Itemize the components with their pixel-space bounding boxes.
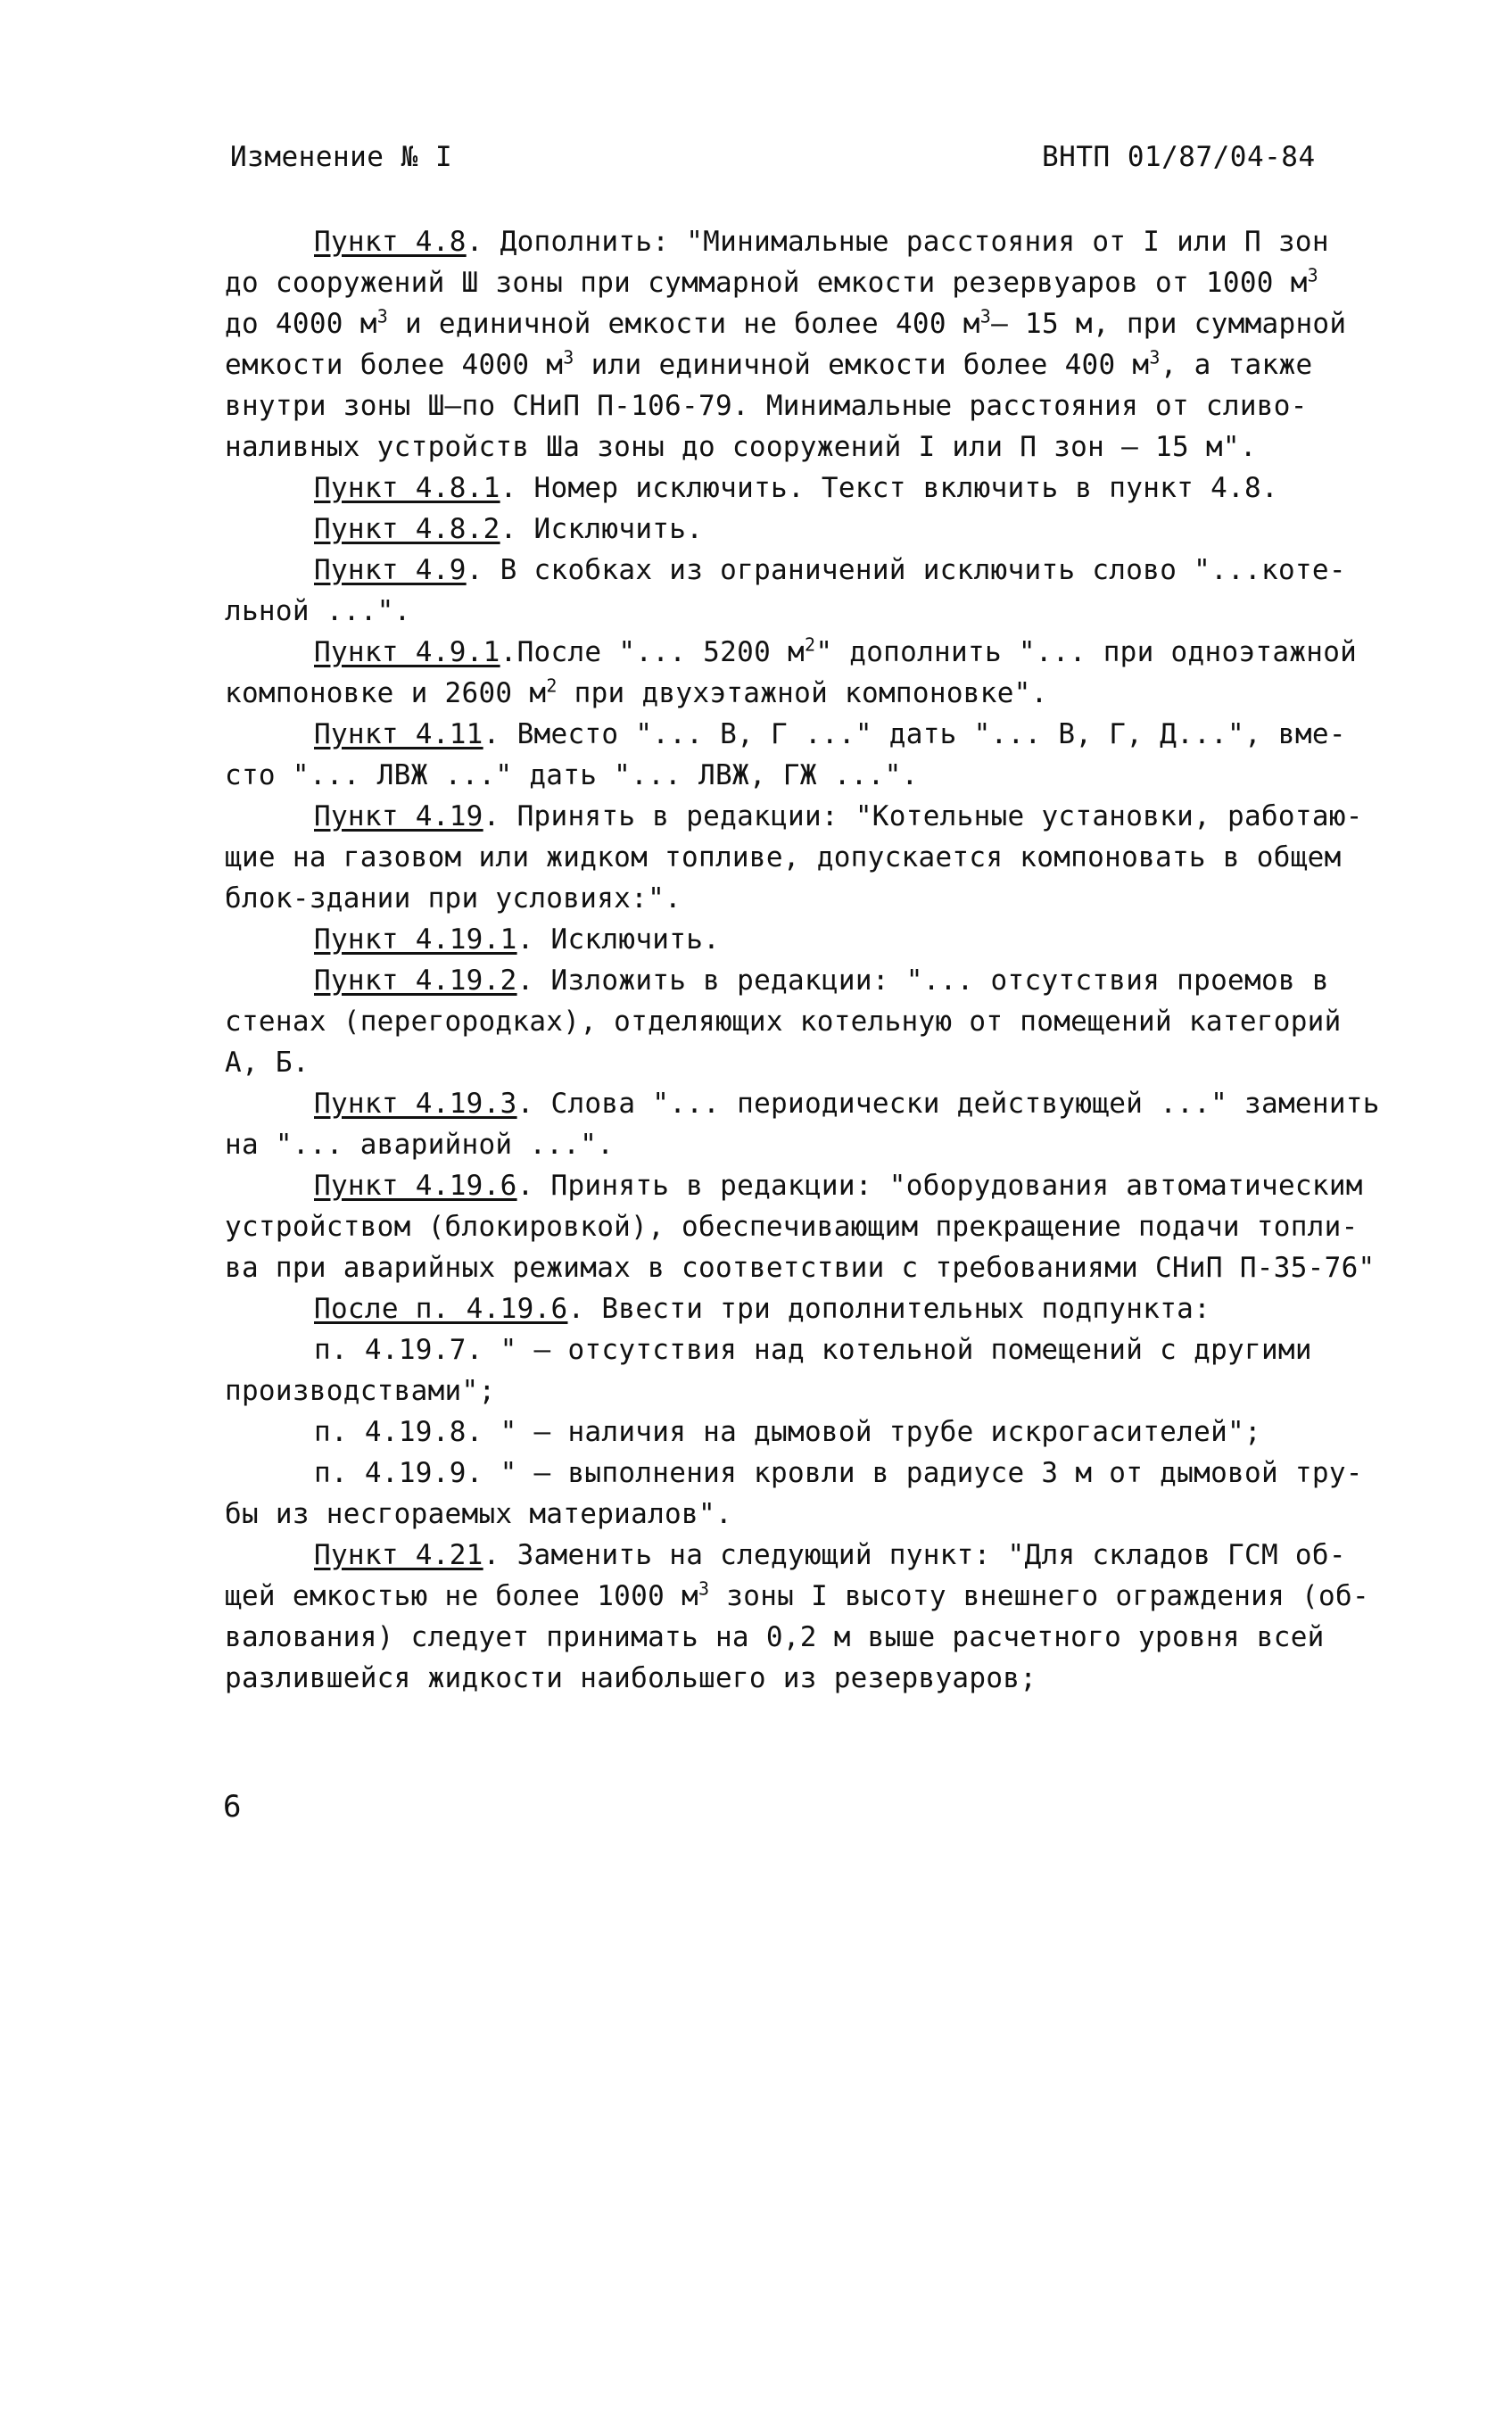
paragraph-line: наливных устройств Ша зоны до сооружений I или П зон – 15 м". bbox=[225, 431, 1257, 463]
superscript: 3 bbox=[979, 305, 992, 327]
superscript: 2 bbox=[546, 675, 558, 697]
paragraph-line: п. 4.19.9. " – выполнения кровли в радиусе 3 м от дымовой тру- bbox=[314, 1457, 1363, 1489]
clause-reference: После п. 4.19.6 bbox=[314, 1293, 568, 1325]
paragraph-line bbox=[225, 1535, 1393, 1576]
paragraph-text: . Заменить на следующий пункт: "Для складов ГСМ об- bbox=[483, 1539, 1346, 1571]
paragraph-text: при двухэтажной компоновке". bbox=[557, 677, 1048, 709]
superscript: 3 bbox=[376, 305, 389, 327]
paragraph-text: щей емкостью не более 1000 м bbox=[225, 1580, 698, 1612]
clause-reference: Пункт 4.9 bbox=[314, 554, 467, 586]
paragraph-line bbox=[225, 344, 1393, 385]
clause-reference: Пункт 4.9.1 bbox=[314, 636, 500, 668]
clause-reference: Пункт 4.8 bbox=[314, 226, 467, 258]
paragraph-line bbox=[225, 550, 1393, 591]
paragraph-line bbox=[225, 632, 1393, 673]
paragraph-text: . Слова "... периодически действующей ..." заменить bbox=[516, 1088, 1380, 1120]
paragraph-line: бы из несгораемых материалов". bbox=[225, 1498, 732, 1530]
paragraph-line: на "... аварийной ...". bbox=[225, 1129, 615, 1161]
paragraph-text: . Исключить. bbox=[516, 923, 721, 956]
paragraph-line bbox=[225, 468, 1393, 509]
clause-reference: Пункт 4.19 bbox=[314, 800, 483, 832]
clause-reference: Пункт 4.19.3 bbox=[314, 1088, 517, 1120]
paragraph-line bbox=[225, 1576, 1393, 1617]
paragraph-line: льной ...". bbox=[225, 595, 411, 627]
paragraph-text: емкости более 4000 м bbox=[225, 349, 564, 381]
paragraph-line bbox=[225, 960, 1393, 1001]
document-code-header: ВНТП 01/87/04-84 bbox=[1042, 141, 1316, 173]
paragraph-line bbox=[225, 221, 1393, 262]
paragraph-line bbox=[225, 262, 1393, 303]
paragraph-text: . Принять в редакции: "Котельные установки, работаю- bbox=[483, 800, 1363, 832]
paragraph-line bbox=[225, 1083, 1393, 1124]
paragraph-text: зоны I высоту внешнего ограждения (об- bbox=[709, 1580, 1369, 1612]
clause-reference: Пункт 4.8.2 bbox=[314, 513, 500, 545]
clause-reference: Пункт 4.21 bbox=[314, 1539, 483, 1571]
paragraph-line: щие на газовом или жидком топливе, допускается компоновать в общем bbox=[225, 841, 1342, 873]
paragraph-text: " дополнить "... при одноэтажной bbox=[815, 636, 1358, 668]
paragraph-line bbox=[225, 509, 1393, 550]
paragraph-line: п. 4.19.7. " – отсутствия над котельной помещений с другими bbox=[314, 1334, 1312, 1366]
paragraph-text: . Принять в редакции: "оборудования автоматическим bbox=[516, 1170, 1363, 1202]
clause-reference: Пункт 4.19.2 bbox=[314, 964, 517, 997]
paragraph-line: разлившейся жидкости наибольшего из резервуаров; bbox=[225, 1662, 1037, 1694]
change-number-header: Изменение № I bbox=[230, 141, 453, 173]
paragraph-line: ва при аварийных режимах в соответствии с требованиями СНиП П-35-76" bbox=[225, 1252, 1376, 1284]
paragraph-text: и единичной емкости не более 400 м bbox=[388, 308, 980, 340]
paragraph-text: или единичной емкости более 400 м bbox=[574, 349, 1150, 381]
clause-reference: Пункт 4.8.1 bbox=[314, 472, 500, 504]
paragraph-text: .После "... 5200 м bbox=[500, 636, 805, 668]
paragraph-line bbox=[225, 303, 1393, 344]
paragraph-text: . Изложить в редакции: "... отсутствия проемов в bbox=[516, 964, 1329, 997]
superscript: 2 bbox=[804, 633, 816, 656]
paragraph-line bbox=[225, 1165, 1393, 1206]
paragraph-line: внутри зоны Ш–по СНиП П-106-79. Минимальные расстояния от сливо- bbox=[225, 390, 1308, 422]
paragraph-line: стенах (перегородках), отделяющих котельную от помещений категорий bbox=[225, 1006, 1342, 1038]
clause-reference: Пункт 4.19.1 bbox=[314, 923, 517, 956]
paragraph-text: компоновке и 2600 м bbox=[225, 677, 547, 709]
paragraph-text: . В скобках из ограничений исключить слово "...коте- bbox=[466, 554, 1346, 586]
clause-reference: Пункт 4.11 bbox=[314, 718, 483, 750]
paragraph-line bbox=[225, 919, 1393, 960]
paragraph-text: . Исключить. bbox=[500, 513, 704, 545]
superscript: 3 bbox=[563, 346, 574, 368]
paragraph-line: сто "... ЛВЖ ..." дать "... ЛВЖ, ГЖ ...". bbox=[225, 759, 919, 791]
paragraph-text: до 4000 м bbox=[225, 308, 377, 340]
paragraph-text: , а также bbox=[1160, 349, 1313, 381]
paragraph-line bbox=[225, 796, 1393, 837]
paragraph-text: . Вместо "... В, Г ..." дать "... В, Г, Д...", вме- bbox=[483, 718, 1346, 750]
paragraph-text: до сооружений Ш зоны при суммарной емкости резервуаров от 1000 м bbox=[225, 267, 1308, 299]
document-body bbox=[225, 221, 1393, 1699]
paragraph-text: . Номер исключить. Текст включить в пункт 4.8. bbox=[500, 472, 1278, 504]
superscript: 3 bbox=[1307, 264, 1319, 286]
paragraph-text: . Ввести три дополнительных подпункта: bbox=[567, 1293, 1211, 1325]
paragraph-line: валования) следует принимать на 0,2 м выше расчетного уровня всей bbox=[225, 1621, 1325, 1653]
page-number: 6 bbox=[223, 1789, 242, 1825]
paragraph-line bbox=[225, 1288, 1393, 1329]
superscript: 3 bbox=[1149, 346, 1161, 368]
paragraph-line: А, Б. bbox=[225, 1047, 310, 1079]
paragraph-line: п. 4.19.8. " – наличия на дымовой трубе искрогасителей"; bbox=[314, 1416, 1261, 1448]
paragraph-line: производствами"; bbox=[225, 1375, 496, 1407]
paragraph-line bbox=[225, 714, 1393, 755]
paragraph-text: – 15 м, при суммарной bbox=[991, 308, 1347, 340]
superscript: 3 bbox=[698, 1577, 710, 1600]
paragraph-line bbox=[225, 673, 1393, 714]
paragraph-line: устройством (блокировкой), обеспечивающим прекращение подачи топли- bbox=[225, 1211, 1359, 1243]
paragraph-text: . Дополнить: "Минимальные расстояния от I или П зон bbox=[466, 226, 1329, 258]
clause-reference: Пункт 4.19.6 bbox=[314, 1170, 517, 1202]
paragraph-line: блок-здании при условиях:". bbox=[225, 882, 682, 915]
